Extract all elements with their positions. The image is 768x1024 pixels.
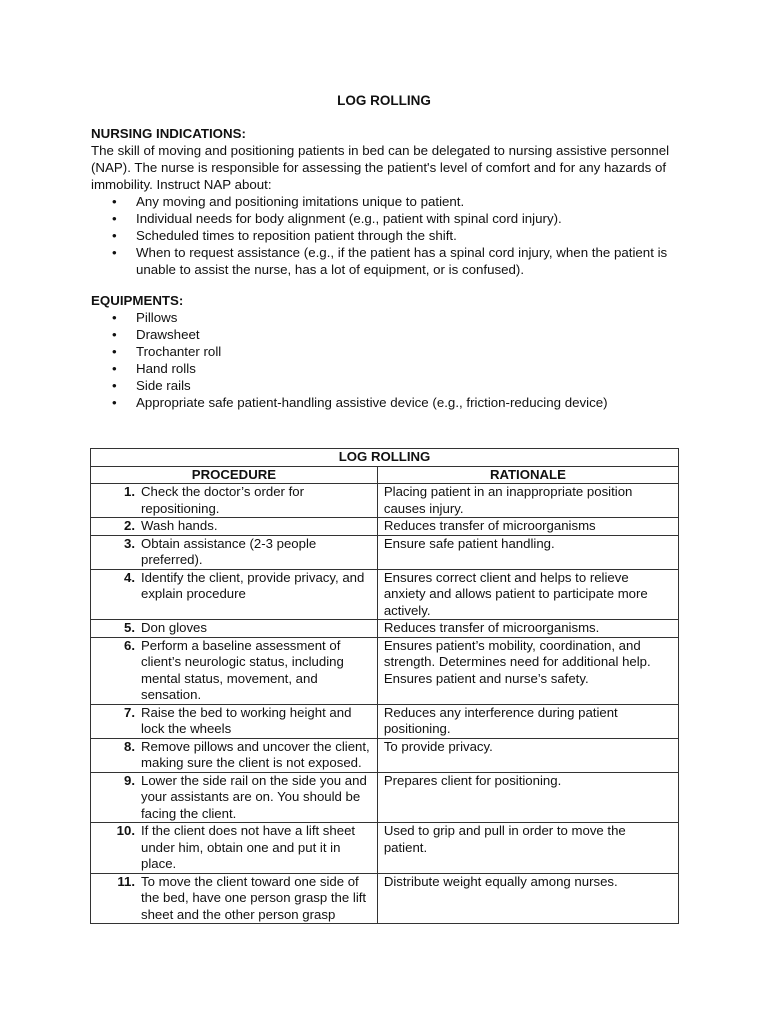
step-number: 6. (124, 637, 135, 653)
table-row (91, 569, 679, 620)
step-number: 7. (124, 704, 135, 720)
step-number: 3. (124, 535, 135, 551)
procedure-cell (91, 772, 378, 823)
table-row (91, 637, 679, 704)
procedure-text: Identify the client, provide privacy, and explain procedure (141, 569, 365, 601)
procedure-cell (91, 535, 378, 569)
step-number: 4. (124, 569, 135, 585)
step-number: 9. (124, 772, 135, 788)
list-item: • Scheduled times to reposition patient through the shift. (112, 228, 457, 243)
rationale-cell: Reduces transfer of microorganisms (377, 518, 678, 536)
bullet-icon: • (112, 228, 117, 243)
bullet-icon: • (112, 378, 117, 393)
document-title: LOG ROLLING (337, 93, 431, 108)
procedure-text: Don gloves (141, 620, 207, 635)
rationale-cell: Ensure safe patient handling. (377, 535, 678, 569)
step-number: 8. (124, 738, 135, 754)
procedure-text: Check the doctor’s order for repositioning. (141, 484, 304, 516)
table-caption-row (91, 449, 679, 467)
bullet-icon: • (112, 211, 117, 226)
indications-paragraph: The skill of moving and positioning patients in bed can be delegated to nursing assistive personnel (NAP). The nurse is responsible for assessing the patient's level of comfort and for any hazards of immobility. Instruct NAP about: (91, 143, 670, 192)
procedure-column-header: PROCEDURE (91, 466, 378, 484)
rationale-cell: Placing patient in an inappropriate position causes injury. (377, 484, 678, 518)
rationale-column-header: RATIONALE (377, 466, 678, 484)
table-row (91, 704, 679, 738)
indications-list (91, 193, 691, 278)
table-row (91, 823, 679, 874)
equipments-heading: EQUIPMENTS: (91, 293, 184, 308)
list-item: • Side rails (112, 378, 191, 393)
step-number: 2. (124, 518, 135, 533)
procedure-cell (91, 518, 378, 536)
step-number: 10. (116, 823, 135, 838)
procedure-text: If the client does not have a lift sheet under him, obtain one and put it in place. (141, 823, 356, 871)
bullet-icon: • (112, 310, 117, 325)
equipments-list (91, 309, 691, 411)
procedure-table (90, 448, 679, 924)
procedure-cell (91, 620, 378, 638)
procedure-cell (91, 637, 378, 704)
bullet-icon: • (112, 395, 117, 410)
rationale-cell: Reduces transfer of microorganisms. (377, 620, 678, 638)
table-caption: LOG ROLLING (91, 449, 679, 467)
bullet-icon: • (112, 194, 117, 209)
procedure-text: Perform a baseline assessment of client’s neurologic status, including mental status, movement, and sensation. (141, 637, 344, 702)
table-header-row (91, 466, 679, 484)
bullet-icon: • (112, 245, 117, 260)
table-row (91, 484, 679, 518)
procedure-cell (91, 484, 378, 518)
table-row (91, 535, 679, 569)
rationale-cell: Reduces any interference during patient positioning. (377, 704, 678, 738)
step-number: 1. (124, 484, 135, 499)
step-number: 5. (124, 620, 135, 635)
procedure-text: Remove pillows and uncover the client, making sure the client is not exposed. (141, 738, 370, 770)
list-item: • Trochanter roll (112, 344, 222, 359)
table-row (91, 738, 679, 772)
list-item: • Pillows (112, 310, 178, 325)
rationale-cell: To provide privacy. (377, 738, 678, 772)
procedure-text: Obtain assistance (2-3 people preferred). (141, 535, 317, 567)
table-row (91, 873, 679, 924)
procedure-cell (91, 569, 378, 620)
bullet-icon: • (112, 361, 117, 376)
procedure-cell (91, 738, 378, 772)
bullet-icon: • (112, 327, 117, 342)
list-item: • Drawsheet (112, 327, 200, 342)
bullet-icon: • (112, 344, 117, 359)
nursing-indications-section (91, 125, 691, 278)
table-row (91, 772, 679, 823)
rationale-cell: Ensures patient’s mobility, coordination, and strength. Determines need for additional help. Ensures patient and nurse’s safety. (377, 637, 678, 704)
list-item: • Appropriate safe patient-handling assistive device (e.g., friction-reducing device) (112, 395, 608, 410)
indications-heading: NURSING INDICATIONS: (91, 126, 246, 141)
equipments-section (91, 292, 691, 411)
procedure-text: To move the client toward one side of the bed, have one person grasp the lift sheet and the other person grasp (141, 873, 367, 922)
procedure-text: Raise the bed to working height and lock the wheels (141, 704, 352, 736)
rationale-cell: Used to grip and pull in order to move the patient. (377, 823, 678, 874)
table-row (91, 620, 679, 638)
procedure-cell (91, 873, 378, 924)
list-item: • Any moving and positioning imitations unique to patient. (112, 194, 465, 209)
list-item: • Hand rolls (112, 361, 196, 376)
list-item: • When to request assistance (e.g., if the patient has a spinal cord injury, when the patient is unable to assist the nurse, has a lot of equipment, or is confused). (112, 245, 668, 277)
table-row (91, 518, 679, 536)
rationale-cell: Ensures correct client and helps to relieve anxiety and allows patient to participate more actively. (377, 569, 678, 620)
procedure-cell (91, 704, 378, 738)
list-item: • Individual needs for body alignment (e.g., patient with spinal cord injury). (112, 211, 562, 226)
step-number: 11. (117, 873, 135, 889)
rationale-cell: Prepares client for positioning. (377, 772, 678, 823)
procedure-text: Wash hands. (141, 518, 218, 533)
rationale-cell: Distribute weight equally among nurses. (377, 873, 678, 924)
procedure-text: Lower the side rail on the side you and your assistants are on. You should be facing the client. (141, 772, 367, 821)
procedure-cell (91, 823, 378, 874)
